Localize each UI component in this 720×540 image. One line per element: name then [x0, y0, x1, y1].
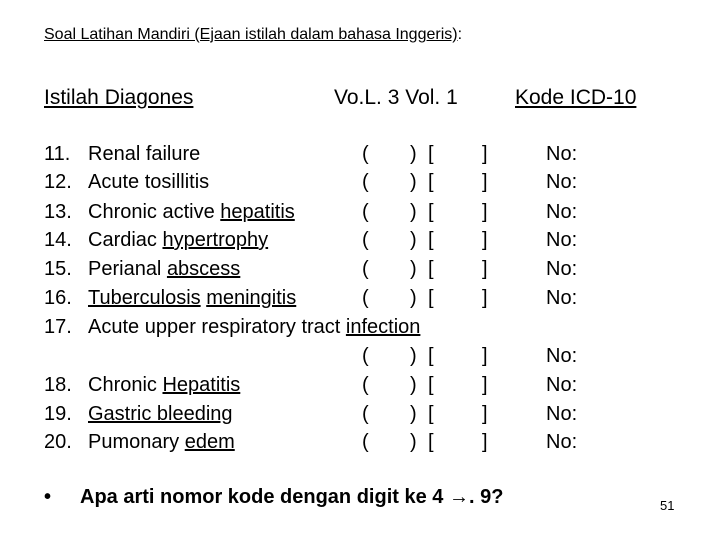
close-paren: )	[410, 229, 417, 251]
list-item-continuation	[0, 345, 720, 373]
list-item	[0, 316, 720, 344]
item-term	[88, 403, 233, 426]
open-bracket: [	[428, 171, 434, 193]
close-bracket: ]	[482, 403, 488, 425]
item-term	[88, 374, 240, 397]
item-number: 12.	[44, 171, 72, 193]
question-tail: . 9?	[468, 486, 504, 508]
term-part: Pumonary	[88, 431, 185, 453]
close-paren: )	[410, 171, 417, 193]
list-item	[0, 403, 720, 431]
open-paren: (	[362, 229, 369, 251]
item-term	[88, 316, 420, 339]
list-item	[0, 258, 720, 286]
open-paren: (	[362, 287, 369, 309]
list-item	[0, 171, 720, 199]
title-colon: :	[457, 26, 463, 43]
close-bracket: ]	[482, 258, 488, 280]
open-paren: (	[362, 143, 369, 165]
open-paren: (	[362, 258, 369, 280]
item-term	[88, 201, 295, 224]
code-label: No:	[546, 345, 578, 367]
item-number: 13.	[44, 201, 72, 223]
list-item	[0, 201, 720, 229]
item-term	[88, 258, 240, 281]
item-number: 17.	[44, 316, 72, 338]
open-paren: (	[362, 171, 369, 193]
close-paren: )	[410, 403, 417, 425]
title-text: Soal Latihan Mandiri (Ejaan istilah dalam bahasa Inggeris)	[44, 26, 458, 43]
term-part: hepatitis	[220, 201, 295, 223]
item-term	[88, 143, 200, 166]
close-bracket: ]	[482, 201, 488, 223]
open-bracket: [	[428, 403, 434, 425]
open-paren: (	[362, 345, 369, 367]
close-paren: )	[410, 374, 417, 396]
bullet: •	[44, 486, 52, 508]
page-title	[44, 26, 462, 44]
code-label: No:	[546, 431, 578, 453]
page-number: 51	[660, 498, 675, 513]
open-paren: (	[362, 403, 369, 425]
term-part: Tuberculosis	[88, 287, 201, 309]
code-label: No:	[546, 171, 578, 193]
close-paren: )	[410, 258, 417, 280]
term-part: Perianal	[88, 258, 167, 280]
term-part: abscess	[166, 258, 241, 280]
list-item	[0, 143, 720, 171]
open-paren: (	[362, 374, 369, 396]
code-label: No:	[546, 201, 578, 223]
code-label: No:	[546, 374, 578, 396]
close-paren: )	[410, 201, 417, 223]
arrow-icon: →	[448, 486, 469, 508]
term-part: Chronic	[88, 374, 163, 396]
close-bracket: ]	[482, 431, 488, 453]
term-part: Cardiac	[88, 229, 163, 251]
open-bracket: [	[428, 258, 434, 280]
code-label: No:	[546, 258, 578, 280]
list-item	[0, 287, 720, 315]
close-bracket: ]	[482, 171, 488, 193]
term-part: infection	[345, 316, 421, 338]
close-paren: )	[410, 431, 417, 453]
term-part: Acute tosillitis	[88, 171, 210, 193]
list-item	[0, 374, 720, 402]
close-paren: )	[410, 287, 417, 309]
header-code: Kode ICD-10	[515, 86, 637, 109]
open-bracket: [	[428, 201, 434, 223]
header-term: Istilah Diagones	[44, 86, 194, 109]
item-term	[88, 431, 235, 454]
question-text	[80, 486, 503, 509]
term-part: Chronic active	[88, 201, 221, 223]
term-part: Gastric bleeding	[88, 403, 233, 425]
item-number: 11.	[44, 143, 71, 165]
open-bracket: [	[428, 431, 434, 453]
item-term	[88, 287, 296, 310]
term-part: meningitis	[206, 287, 297, 309]
item-number: 15.	[44, 258, 72, 280]
list-item	[0, 431, 720, 459]
close-bracket: ]	[482, 229, 488, 251]
close-bracket: ]	[482, 374, 488, 396]
item-term	[88, 229, 268, 252]
open-paren: (	[362, 431, 369, 453]
code-label: No:	[546, 287, 578, 309]
close-bracket: ]	[482, 345, 488, 367]
item-term	[88, 171, 209, 194]
open-bracket: [	[428, 287, 434, 309]
open-bracket: [	[428, 143, 434, 165]
item-number: 18.	[44, 374, 72, 396]
open-bracket: [	[428, 374, 434, 396]
code-label: No:	[546, 229, 578, 251]
open-paren: (	[362, 201, 369, 223]
header-vol: Vo.L. 3 Vol. 1	[334, 86, 458, 109]
close-bracket: ]	[482, 287, 488, 309]
item-number: 19.	[44, 403, 72, 425]
close-paren: )	[410, 345, 417, 367]
close-bracket: ]	[482, 143, 488, 165]
open-bracket: [	[428, 345, 434, 367]
term-part: Acute upper respiratory tract	[88, 316, 346, 338]
item-number: 20.	[44, 431, 72, 453]
term-part: Hepatitis	[162, 374, 241, 396]
open-bracket: [	[428, 229, 434, 251]
item-number: 14.	[44, 229, 72, 251]
code-label: No:	[546, 143, 578, 165]
item-number: 16.	[44, 287, 72, 309]
code-label: No:	[546, 403, 578, 425]
term-part: hypertrophy	[162, 229, 269, 251]
term-part: edem	[184, 431, 235, 453]
list-item	[0, 229, 720, 257]
term-part: Renal failure	[88, 143, 201, 165]
close-paren: )	[410, 143, 417, 165]
question-main: Apa arti nomor kode dengan digit ke 4	[80, 486, 444, 508]
